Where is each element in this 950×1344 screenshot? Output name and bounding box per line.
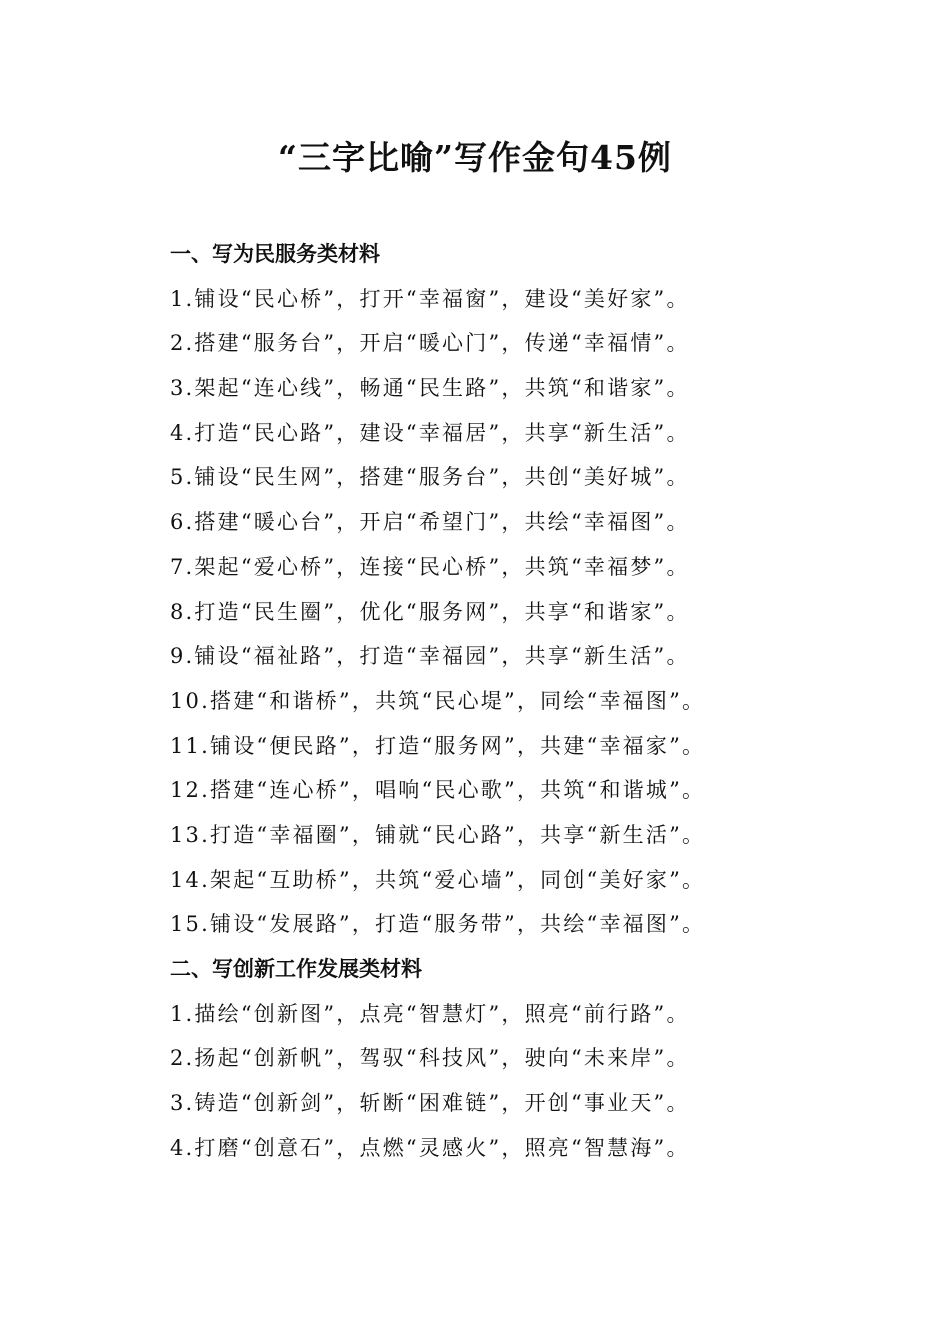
list-item: 5.铺设“民生网”，搭建“服务台”，共创“美好城”。 [170,465,690,490]
list-item: 14.架起“互助桥”，共筑“爱心墙”，同创“美好家”。 [170,867,706,892]
section-heading-service: 一、写为民服务类材料 [170,242,380,266]
list-item: 3.架起“连心线”，畅通“民生路”，共筑“和谐家”。 [170,376,690,401]
section-heading-innovation: 二、写创新工作发展类材料 [170,957,422,981]
list-item: 13.打造“幸福圈”，铺就“民心路”，共享“新生活”。 [170,822,706,847]
list-item: 10.搭建“和谐桥”，共筑“民心堤”，同绘“幸福图”。 [170,688,706,713]
list-item: 8.打造“民生圈”，优化“服务网”，共享“和谐家”。 [170,599,690,624]
document-body [170,232,930,1170]
list-item: 3.铸造“创新剑”，斩断“困难链”，开创“事业天”。 [170,1091,690,1116]
list-item: 12.搭建“连心桥”，唱响“民心歌”，共筑“和谐城”。 [170,778,706,803]
list-item: 1.铺设“民心桥”，打开“幸福窗”，建设“美好家”。 [170,286,690,311]
list-item: 9.铺设“福祉路”，打造“幸福园”，共享“新生活”。 [170,644,690,669]
list-item: 1.描绘“创新图”，点亮“智慧灯”，照亮“前行路”。 [170,1001,690,1026]
list-item: 7.架起“爱心桥”，连接“民心桥”，共筑“幸福梦”。 [170,554,690,579]
list-item: 4.打磨“创意石”，点燃“灵感火”，照亮“智慧海”。 [170,1135,690,1160]
list-item: 6.搭建“暖心台”，开启“希望门”，共绘“幸福图”。 [170,510,690,535]
list-item: 11.铺设“便民路”，打造“服务网”，共建“幸福家”。 [170,733,706,758]
list-item: 4.打造“民心路”，建设“幸福居”，共享“新生活”。 [170,420,690,445]
list-item: 2.搭建“服务台”，开启“暖心门”，传递“幸福情”。 [170,331,690,356]
document-title: “三字比喻”写作金句45例 [278,138,672,177]
list-item: 2.扬起“创新帆”，驾驭“科技风”，驶向“未来岸”。 [170,1046,690,1071]
list-item: 15.铺设“发展路”，打造“服务带”，共绘“幸福图”。 [170,912,706,937]
